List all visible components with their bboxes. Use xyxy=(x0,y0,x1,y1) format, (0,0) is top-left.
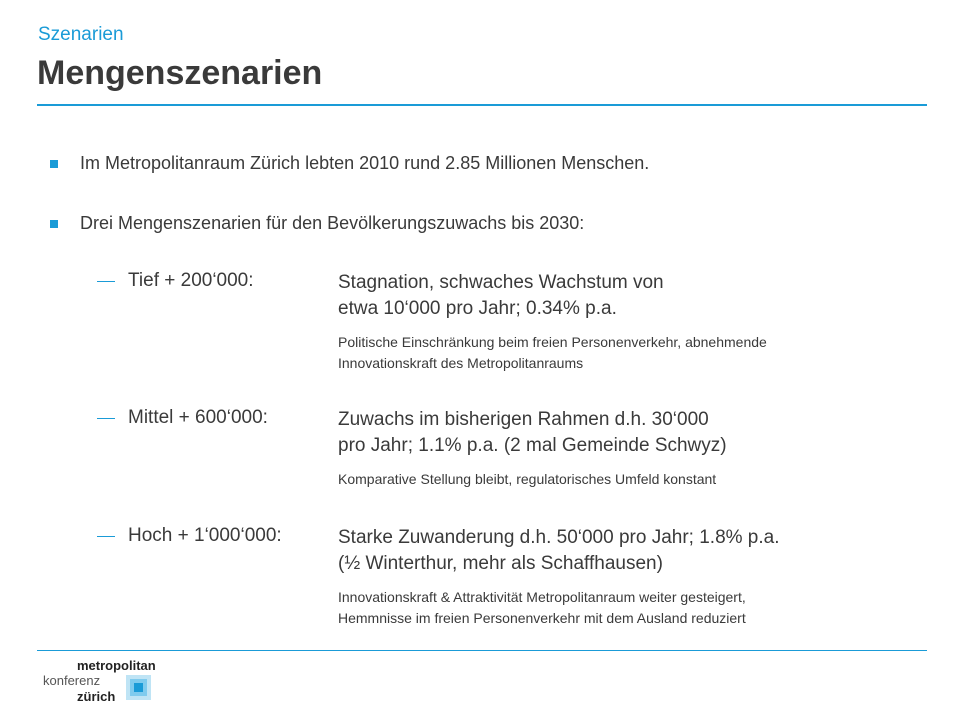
scenario-note-line: Politische Einschränkung beim freien Personenverkehr, abnehmende xyxy=(338,334,767,350)
scenario-description-line: pro Jahr; 1.1% p.a. (2 mal Gemeinde Schwyz) xyxy=(338,435,727,456)
page-title: Mengenszenarien xyxy=(37,54,323,92)
scenario-note xyxy=(338,587,746,629)
scenario-note xyxy=(338,469,716,490)
scenario-description xyxy=(338,525,780,577)
logo-line-konferenz: konferenz xyxy=(43,673,101,688)
scenario-note-line: Hemmnisse im freien Personenverkehr mit dem Ausland reduziert xyxy=(338,610,746,626)
square-bullet-icon xyxy=(50,160,58,168)
scenario-description xyxy=(338,270,664,322)
scenario-description-line: Starke Zuwanderung d.h. 50‘000 pro Jahr; 1.8% p.a. xyxy=(338,527,780,548)
scenario-description-line: Zuwachs im bisherigen Rahmen d.h. 30‘000 xyxy=(338,409,709,430)
scenario-note-line: Komparative Stellung bleibt, regulatorisches Umfeld konstant xyxy=(338,471,717,487)
nested-squares-icon xyxy=(126,675,151,700)
scenario-note-line: Innovationskraft des Metropolitanraums xyxy=(338,355,584,371)
footer-divider xyxy=(37,650,927,651)
dash-bullet-icon xyxy=(97,536,115,537)
scenario-label: Mittel + 600‘000: xyxy=(128,407,268,428)
scenario-note-line: Innovationskraft & Attraktivität Metropolitanraum weiter gesteigert, xyxy=(338,589,746,605)
scenario-description-line: etwa 10‘000 pro Jahr; 0.34% p.a. xyxy=(338,298,617,319)
dash-bullet-icon xyxy=(97,418,115,419)
logo-line-zurich: zürich xyxy=(77,689,116,704)
scenario-description xyxy=(338,407,727,459)
scenario-description-line: Stagnation, schwaches Wachstum von xyxy=(338,272,664,293)
dash-bullet-icon xyxy=(97,281,115,282)
scenario-label: Hoch + 1‘000‘000: xyxy=(128,525,282,546)
metropolitankonferenz-logo xyxy=(43,658,183,714)
square-bullet-icon xyxy=(50,220,58,228)
scenario-label: Tief + 200‘000: xyxy=(128,270,254,291)
section-kicker: Szenarien xyxy=(38,24,124,45)
header-divider xyxy=(37,104,927,106)
bullet-text: Im Metropolitanraum Zürich lebten 2010 rund 2.85 Millionen Menschen. xyxy=(80,153,650,173)
bullet-text: Drei Mengenszenarien für den Bevölkerungszuwachs bis 2030: xyxy=(80,213,585,233)
logo-line-metropolitan: metropolitan xyxy=(77,658,156,673)
scenario-description-line: (½ Winterthur, mehr als Schaffhausen) xyxy=(338,553,663,574)
scenario-note xyxy=(338,332,767,374)
